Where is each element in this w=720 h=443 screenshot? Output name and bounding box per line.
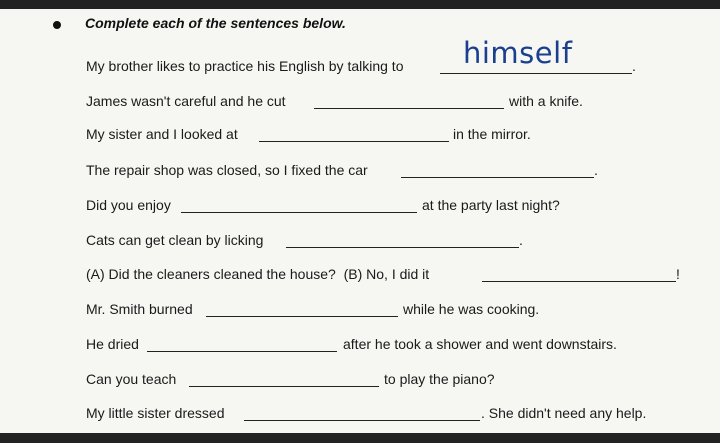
sentence-end: . bbox=[632, 58, 636, 74]
sentence-end: in the mirror. bbox=[453, 126, 531, 142]
answer-blank[interactable] bbox=[314, 108, 504, 109]
sentence-start: James wasn't careful and he cut bbox=[86, 93, 286, 109]
sentence-start: (A) Did the cleaners cleaned the house? (B) No, I did it bbox=[86, 266, 430, 282]
sentence-end: ! bbox=[676, 266, 680, 282]
sentence-start: Did you enjoy bbox=[86, 197, 171, 213]
sentence-start: My little sister dressed bbox=[86, 405, 225, 421]
sentence-start: He dried bbox=[86, 336, 139, 352]
answer-blank[interactable] bbox=[181, 212, 417, 213]
answer-blank[interactable] bbox=[189, 386, 379, 387]
sentence-start: Mr. Smith burned bbox=[86, 301, 193, 317]
answer-blank[interactable] bbox=[401, 177, 594, 178]
answer-blank[interactable] bbox=[147, 351, 337, 352]
answer-blank[interactable] bbox=[244, 420, 480, 421]
sentence-start: The repair shop was closed, so I fixed the car bbox=[86, 162, 368, 178]
instruction-text: Complete each of the sentences below. bbox=[85, 15, 346, 31]
sentence-start: Cats can get clean by licking bbox=[86, 232, 264, 248]
worksheet-page bbox=[0, 9, 720, 433]
sentence-start: My brother likes to practice his English by talking to bbox=[86, 58, 404, 74]
answer-blank[interactable] bbox=[259, 141, 449, 142]
handwritten-answer: himself bbox=[463, 36, 573, 70]
answer-blank[interactable] bbox=[286, 247, 519, 248]
bottom-border bbox=[0, 433, 720, 443]
sentence-start: Can you teach bbox=[86, 371, 177, 387]
sentence-end: with a knife. bbox=[509, 93, 583, 109]
answer-blank[interactable] bbox=[440, 73, 632, 74]
sentence-end: at the party last night? bbox=[422, 197, 560, 213]
sentence-end: after he took a shower and went downstairs. bbox=[343, 336, 617, 352]
sentence-end: while he was cooking. bbox=[403, 301, 540, 317]
sentence-end: to play the piano? bbox=[384, 371, 495, 387]
sentence-start: My sister and I looked at bbox=[86, 126, 238, 142]
sentence-end: . bbox=[519, 232, 523, 248]
sentence-end: . She didn't need any help. bbox=[481, 405, 647, 421]
bullet-icon bbox=[53, 21, 61, 29]
answer-blank[interactable] bbox=[206, 316, 398, 317]
answer-blank[interactable] bbox=[482, 281, 676, 282]
sentence-end: . bbox=[594, 162, 598, 178]
